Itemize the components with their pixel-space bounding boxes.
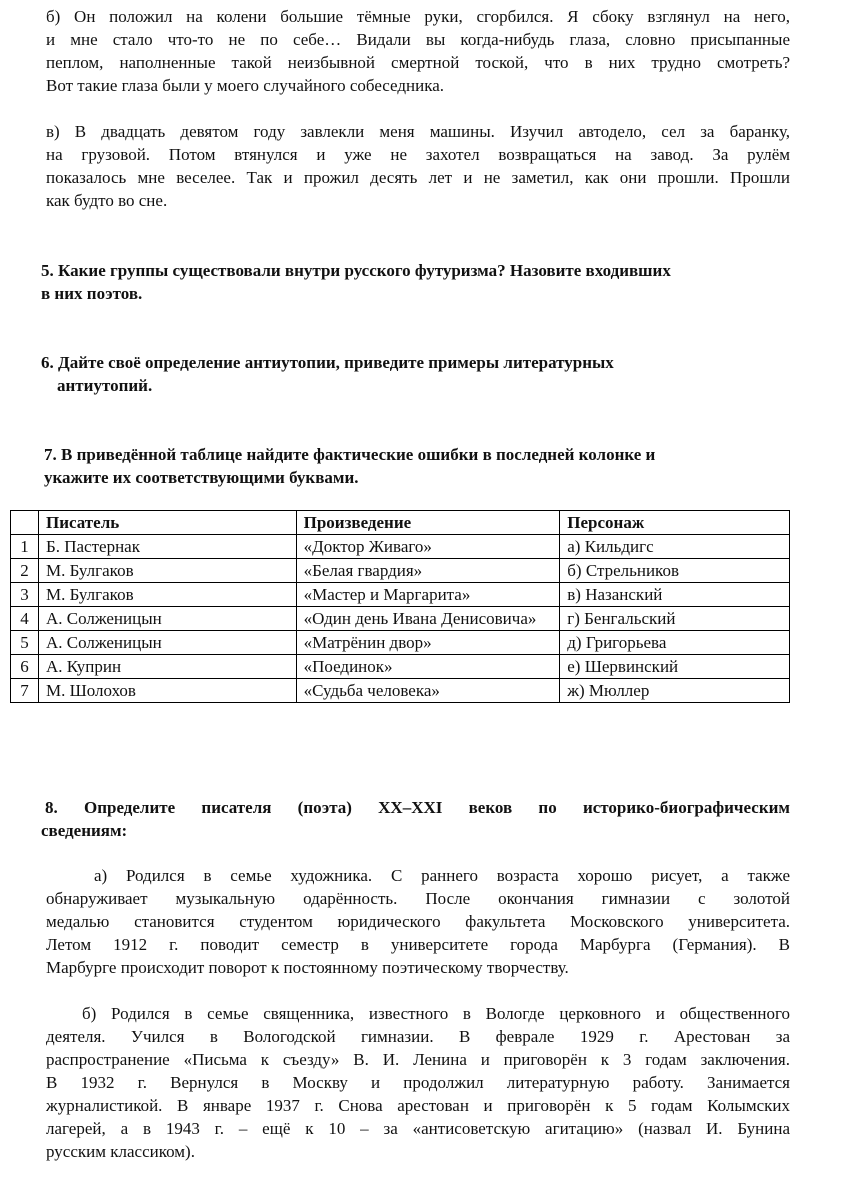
text-line: обнаруживает музыкальную одарённость. После окончания гимназии с золотой (46, 889, 790, 908)
writer-cell: М. Шолохов (38, 679, 296, 703)
text-line: медалью становится студентом юридического факультета Московского университета. (46, 912, 790, 931)
table-row (11, 583, 790, 607)
character-cell: д) Григорьева (560, 631, 790, 655)
question-line: 7. В приведённой таблице найдите фактические ошибки в последней колонке и (44, 445, 656, 464)
question-6 (41, 351, 614, 397)
table-row (11, 607, 790, 631)
work-cell: «Поединок» (296, 655, 560, 679)
table-row (11, 631, 790, 655)
header-writer: Писатель (38, 511, 296, 535)
text-line: как будто во сне. (46, 191, 168, 210)
text-line: Марбурге происходит поворот к постоянному поэтическому творчеству. (46, 958, 569, 977)
row-number: 6 (11, 655, 39, 679)
writer-cell: А. Солженицын (38, 607, 296, 631)
header-num (11, 511, 39, 535)
question-line: укажите их соответствующими буквами. (44, 468, 359, 487)
work-cell: «Судьба человека» (296, 679, 560, 703)
table-row (11, 535, 790, 559)
text-line: распространение «Письма к съезду» В. И. Ленина и приговорён к 3 годам заключения. (46, 1050, 790, 1069)
character-cell: е) Шервинский (560, 655, 790, 679)
character-cell: а) Кильдигс (560, 535, 790, 559)
table-row (11, 559, 790, 583)
question-line: 6. Дайте своё определение антиутопии, приведите примеры литературных (41, 353, 614, 372)
text-line: пеплом, наполненные такой неизбывной смертной тоской, что в них трудно смотреть? (46, 53, 790, 72)
text-line: на грузовой. Потом втянулся и уже не захотел возвращаться на завод. За рулём (46, 145, 790, 164)
row-number: 7 (11, 679, 39, 703)
question-5 (41, 259, 671, 305)
row-number: 5 (11, 631, 39, 655)
writer-cell: Б. Пастернак (38, 535, 296, 559)
header-work: Произведение (296, 511, 560, 535)
work-cell: «Один день Ивана Денисовича» (296, 607, 560, 631)
work-cell: «Мастер и Маргарита» (296, 583, 560, 607)
facts-table (10, 510, 790, 703)
row-number: 1 (11, 535, 39, 559)
question-line: антиутопий. (57, 376, 153, 395)
text-line: б) Родился в семье священника, известного в Вологде церковного и общественного (82, 1004, 790, 1023)
row-number: 3 (11, 583, 39, 607)
row-number: 2 (11, 559, 39, 583)
text-line: б) Он положил на колени большие тёмные руки, сгорбился. Я сбоку взглянул на него, (46, 7, 790, 26)
work-cell: «Белая гвардия» (296, 559, 560, 583)
writer-cell: А. Куприн (38, 655, 296, 679)
character-cell: в) Назанский (560, 583, 790, 607)
question-8 (41, 796, 790, 842)
text-line: показалось мне веселее. Так и прожил десять лет и не заметил, как они прошли. Прошли (46, 168, 790, 187)
bio-b (46, 1002, 790, 1163)
excerpt-b (46, 5, 790, 97)
bio-a (46, 864, 790, 979)
text-line: в) В двадцать девятом году завлекли меня машины. Изучил автодело, сел за баранку, (46, 122, 790, 141)
character-cell: б) Стрельников (560, 559, 790, 583)
question-7 (44, 443, 655, 489)
text-line: а) Родился в семье художника. С раннего возраста хорошо рисует, а также (94, 866, 790, 885)
text-line: русским классиком). (46, 1142, 195, 1161)
table-row (11, 655, 790, 679)
question-line: в них поэтов. (41, 284, 143, 303)
character-cell: г) Бенгальский (560, 607, 790, 631)
question-line: сведениям: (41, 821, 128, 840)
header-character: Персонаж (560, 511, 790, 535)
table-header-row (11, 511, 790, 535)
work-cell: «Доктор Живаго» (296, 535, 560, 559)
text-line: журналистикой. В январе 1937 г. Снова арестован и приговорён к 5 годам Колымских (46, 1096, 790, 1115)
table-row (11, 679, 790, 703)
text-line: лагерей, а в 1943 г. – ещё к 10 – за «антисоветскую агитацию» (назвал И. Бунина (46, 1119, 790, 1138)
character-cell: ж) Мюллер (560, 679, 790, 703)
writer-cell: М. Булгаков (38, 583, 296, 607)
text-line: В 1932 г. Вернулся в Москву и продолжил литературную работу. Занимается (46, 1073, 790, 1092)
writer-cell: М. Булгаков (38, 559, 296, 583)
text-line: деятеля. Учился в Вологодской гимназии. В феврале 1929 г. Арестован за (46, 1027, 790, 1046)
question-line: 8. Определите писателя (поэта) XX–XXI веков по историко-биографическим (45, 798, 790, 817)
text-line: Вот такие глаза были у моего случайного собеседника. (46, 76, 445, 95)
question-line: 5. Какие группы существовали внутри русского футуризма? Назовите входивших (41, 261, 671, 280)
work-cell: «Матрёнин двор» (296, 631, 560, 655)
text-line: Летом 1912 г. поводит семестр в университете города Марбурга (Германия). В (46, 935, 790, 954)
excerpt-v (46, 120, 790, 212)
row-number: 4 (11, 607, 39, 631)
text-line: и мне стало что-то не по себе… Видали вы когда-нибудь глаза, словно присыпанные (46, 30, 790, 49)
writer-cell: А. Солженицын (38, 631, 296, 655)
